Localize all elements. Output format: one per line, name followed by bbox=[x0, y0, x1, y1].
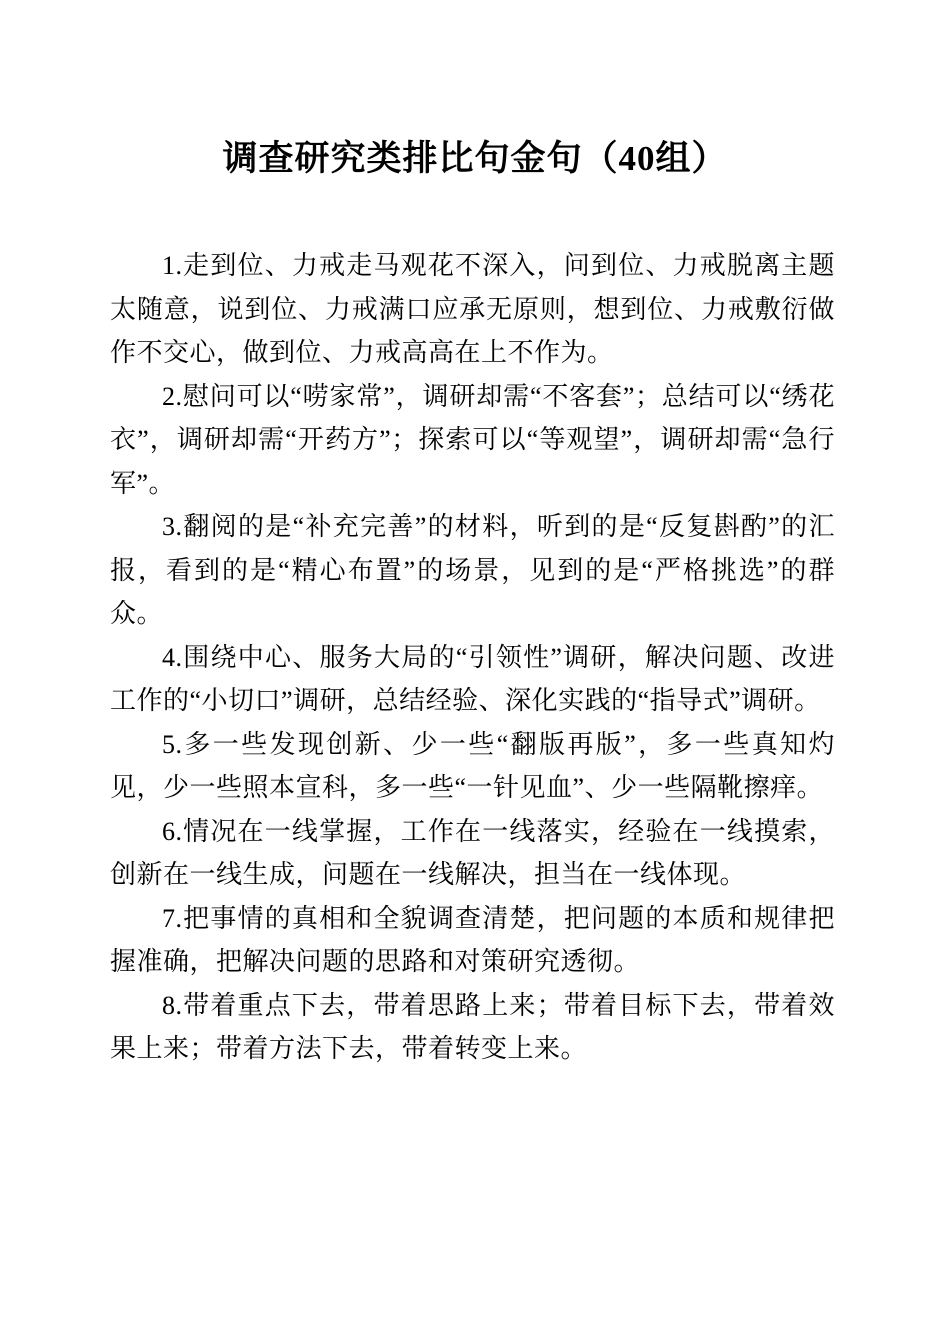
paragraph: 5.多一些发现创新、少一些“翻版再版”，多一些真知灼见，少一些照本宣科，多一些“一针见血”、少一些隔靴擦痒。 bbox=[110, 729, 835, 802]
paragraph: 6.情况在一线掌握，工作在一线落实，经验在一线摸索，创新在一线生成，问题在一线解决，担当在一线体现。 bbox=[110, 816, 835, 889]
paragraph: 8.带着重点下去，带着思路上来；带着目标下去，带着效果上来；带着方法下去，带着转变上来。 bbox=[110, 990, 835, 1063]
paragraph: 2.慰问可以“唠家常”，调研却需“不客套”；总结可以“绣花衣”，调研却需“开药方”；探索可以“等观望”，调研却需“急行军”。 bbox=[110, 381, 835, 498]
document-body bbox=[0, 244, 950, 1071]
paragraph: 4.围绕中心、服务大局的“引领性”调研，解决问题、改进工作的“小切口”调研，总结经验、深化实践的“指导式”调研。 bbox=[110, 642, 835, 715]
paragraph: 3.翻阅的是“补充完善”的材料，听到的是“反复斟酌”的汇报，看到的是“精心布置”的场景，见到的是“严格挑选”的群众。 bbox=[110, 512, 835, 628]
paragraph: 1.走到位、力戒走马观花不深入，问到位、力戒脱离主题太随意，说到位、力戒满口应承无原则，想到位、力戒敷衍做作不交心，做到位、力戒高高在上不作为。 bbox=[110, 251, 835, 367]
paragraph: 7.把事情的真相和全貌调查清楚，把问题的本质和规律把握准确，把解决问题的思路和对策研究透彻。 bbox=[110, 903, 835, 976]
document-title: 调查研究类排比句金句（40组） bbox=[222, 139, 728, 178]
